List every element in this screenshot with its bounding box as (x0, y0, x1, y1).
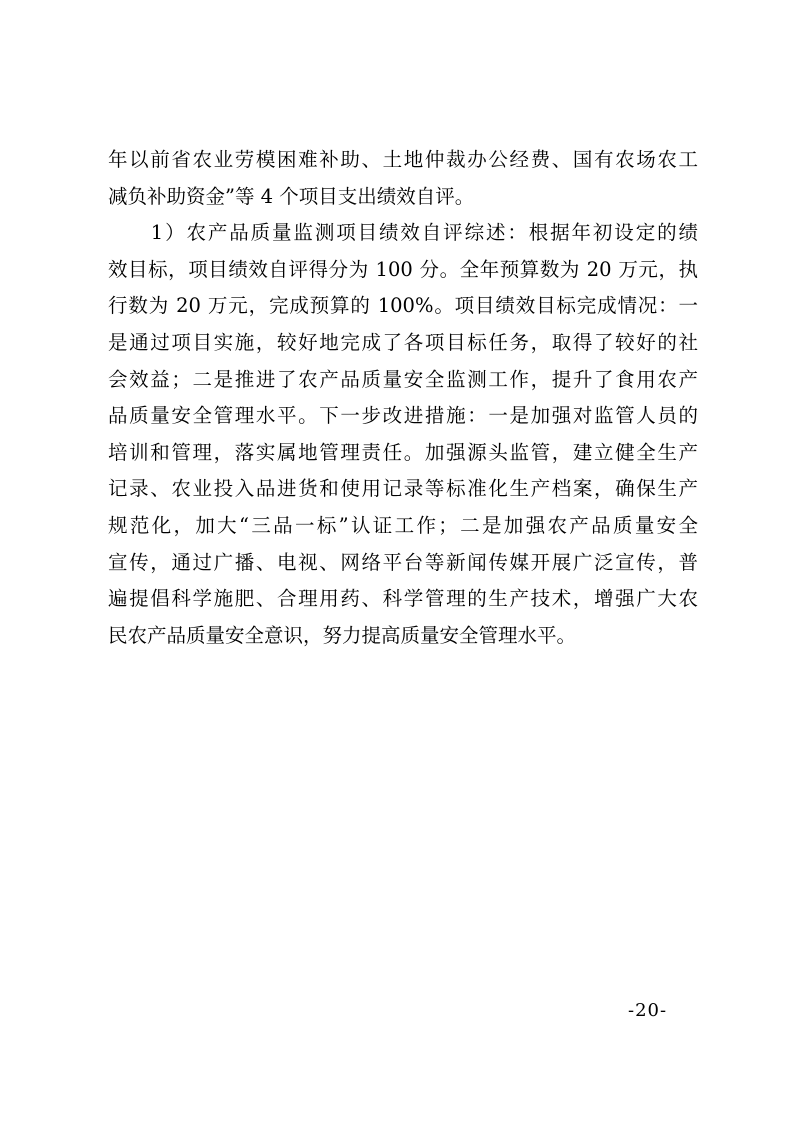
text-line: 记录、农业投入品进货和使用记录等标准化生产档案，确保生产 (108, 477, 698, 501)
text-line: 品质量安全管理水平。下一步改进措施：一是加强对监管人员的 (108, 404, 698, 428)
text-line: 效目标，项目绩效自评得分为 100 分。全年预算数为 20 万元，执 (108, 257, 698, 281)
text-line: 年以前省农业劳模困难补助、土地仲裁办公经费、国有农场农工 (108, 148, 698, 171)
text-line: 1）农产品质量监测项目绩效自评综述：根据年初设定的绩 (108, 221, 698, 245)
text-line: 规范化，加大“三品一标”认证工作；二是加强农产品质量安全 (108, 513, 698, 537)
text-line: 行数为 20 万元，完成预算的 100%。项目绩效目标完成情况：一 (108, 294, 698, 318)
text-line: 培训和管理，落实属地管理责任。加强源头监管，建立健全生产 (108, 440, 698, 464)
text-line: 民农产品质量安全意识，努力提高质量安全管理水平。 (108, 623, 577, 647)
text-line: 会效益；二是推进了农产品质量安全监测工作，提升了食用农产 (108, 367, 698, 391)
text-line: 减负补助资金”等 4 个项目支出绩效自评。 (108, 184, 475, 208)
text-line: 遍提倡科学施肥、合理用药、科学管理的生产技术，增强广大农 (108, 587, 698, 611)
text-line: 是通过项目实施，较好地完成了各项目标任务，取得了较好的社 (108, 330, 698, 354)
body-text (108, 142, 698, 654)
page-number: -20- (628, 1000, 668, 1021)
text-line: 宣传，通过广播、电视、网络平台等新闻传媒开展广泛宣传，普 (108, 550, 698, 574)
